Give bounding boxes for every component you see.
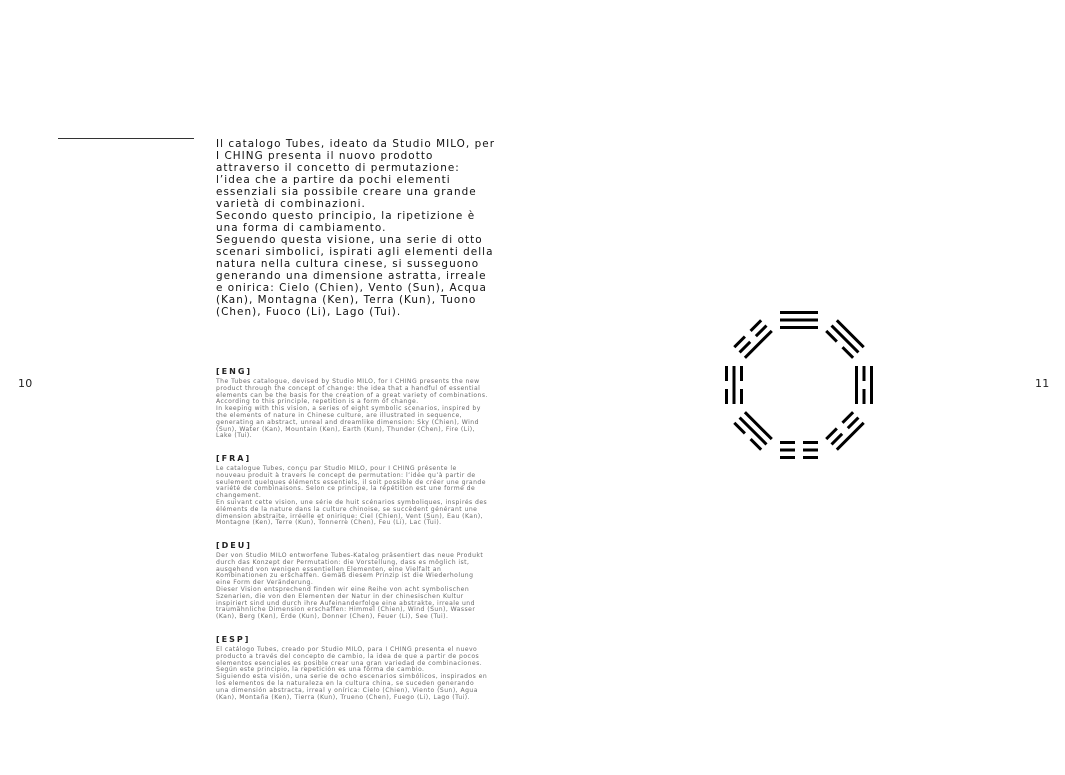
- trigram-bottom-left-line-1-part-2: [734, 423, 745, 434]
- trigram-top-right: [826, 320, 863, 357]
- translation-deu: [216, 541, 488, 621]
- trigram-top-right-line-3-part-2: [842, 347, 853, 358]
- main-paragraph-3: Seguendo questa visione, una serie di otto scenari simbolici, ispirati agli elementi della natura nella cultura cinese, si susseguono generando una dimensione astratta, irreale e onirica: Cielo (Chien), Vento (Sun), Acqua (Kan), Montagna (Ken), Terra (Kun), Tuono (Chen), Fuoco (Li), Lago (Tui).: [216, 234, 494, 318]
- trigram-bottom-right-line-2-part-2: [832, 434, 843, 445]
- trigram-top-left-line-1-part-1: [734, 337, 745, 348]
- trigram-bottom-right: [826, 412, 863, 449]
- header-rule: [58, 138, 194, 139]
- trigram-top-left-line-2-part-2: [756, 326, 767, 337]
- translation-text-eng: The Tubes catalogue, devised by Studio MILO, for I CHING presents the new product through the concept of change: the idea that a handful of essential elements can be the basis for the creation of a great variety of combinations. According to this principle, repetition is a form of change. In keeping with this vision, a series of eight symbolic scenarios, inspired by the elements of nature in Chinese culture, are illustrated in sequence, generating an abstract, unreal and dreamlike dimension: Sky (Chien), Wind (Sun), Water (Kan), Mountain (Ken), Earth (Kun), Thunder (Chen), Fire (Li), Lake (Tui).: [216, 378, 488, 440]
- page-number-left: 10: [18, 377, 33, 390]
- trigram-bottom-left-line-1-part-1: [751, 439, 762, 450]
- page-number-right: 11: [1035, 377, 1050, 390]
- main-paragraph-1: Il catalogo Tubes, ideato da Studio MILO, per I CHING presenta il nuovo prodotto attraverso il concetto di permutazione: l’idea che a partire da pochi elementi essenziali sia possibile creare una grande varietà di combinazioni.: [216, 138, 496, 210]
- main-text-italian: [216, 138, 496, 318]
- translation-text-esp: El catálogo Tubes, creado por Studio MILO, para I CHING presenta el nuevo producto a través del concepto de cambio, la idea de que a partir de pocos elementos esenciales es posible crear una gran variedad de combinaciones. Según este principio, la repetición es una forma de cambio. Siguiendo esta visión, una serie de ocho escenarios simbólicos, inspirados en los elementos de la naturaleza en la cultura china, se suceden generando una dimensión abstracta, irreal y onírica: Cielo (Chien), Viento (Sun), Agua (Kan), Montaña (Ken), Tierra (Kun), Trueno (Chen), Fuego (Li), Lago (Tui).: [216, 646, 488, 701]
- translation-text-fra: Le catalogue Tubes, conçu par Studio MILO, pour I CHING présente le nouveau produit à travers le concept de permutation: l’idée qu’à partir de seulement quelques éléments essentiels, il soit possible de créer une grande variété de combinaisons. Selon ce principe, la répétition est une forme de changement. En suivant cette vision, une série de huit scénarios symboliques, inspirés des éléments de la nature dans la culture chinoise, se succèdent générant une dimension abstraite, irréelle et onirique: Ciel (Chien), Vent (Sun), Eau (Kan), Montagne (Ken), Terre (Kun), Tonnerre (Chen), Feu (Li), Lac (Tui).: [216, 465, 488, 527]
- trigram-bottom: [780, 443, 818, 458]
- trigram-top-left: [734, 320, 771, 357]
- translation-text-deu: Der von Studio MILO entworfene Tubes-Katalog präsentiert das neue Produkt durch das Konzept der Permutation: die Vorstellung, dass es möglich ist, ausgehend von wenigen essentiellen Elementen, eine Vielfalt an Kombinationen zu erschaffen. Gemäß diesem Prinzip ist die Wiederholung eine Form der Veränderung. Dieser Vision entsprechend finden wir eine Reihe von acht symbolischen Szenarien, die von den Elementen der Natur in der chinesischen Kultur inspiriert sind und durch ihre Aufeinanderfolge eine abstrakte, irreale und traumähnliche Dimension erschaffen: Himmel (Chien), Wind (Sun), Wasser (Kan), Berg (Ken), Erde (Kun), Donner (Chen), Feuer (Li), See (Tui).: [216, 552, 484, 621]
- translation-label-esp: [ESP]: [216, 635, 251, 644]
- translation-label-deu: [DEU]: [216, 541, 252, 550]
- bagua-trigram-octagon: [710, 300, 890, 470]
- trigram-right: [857, 366, 872, 404]
- trigram-bottom-left: [734, 412, 771, 449]
- trigram-top: [780, 313, 818, 328]
- main-paragraph-2: Secondo questo principio, la ripetizione è una forma di cambiamento.: [216, 210, 476, 234]
- trigram-top-left-line-2-part-1: [740, 342, 751, 353]
- translation-label-fra: [FRA]: [216, 454, 252, 463]
- translation-label-eng: [ENG]: [216, 367, 253, 376]
- trigram-bottom-right-line-3-part-2: [826, 428, 837, 439]
- trigram-bottom-right-line-2-part-1: [848, 418, 859, 429]
- translation-fra: [216, 454, 488, 527]
- trigram-top-left-line-1-part-2: [751, 320, 762, 331]
- translation-eng: [216, 367, 488, 440]
- trigram-bottom-right-line-3-part-1: [842, 412, 853, 423]
- trigram-left: [727, 366, 742, 404]
- translation-esp: [216, 635, 488, 701]
- trigram-top-right-line-3-part-1: [826, 331, 837, 342]
